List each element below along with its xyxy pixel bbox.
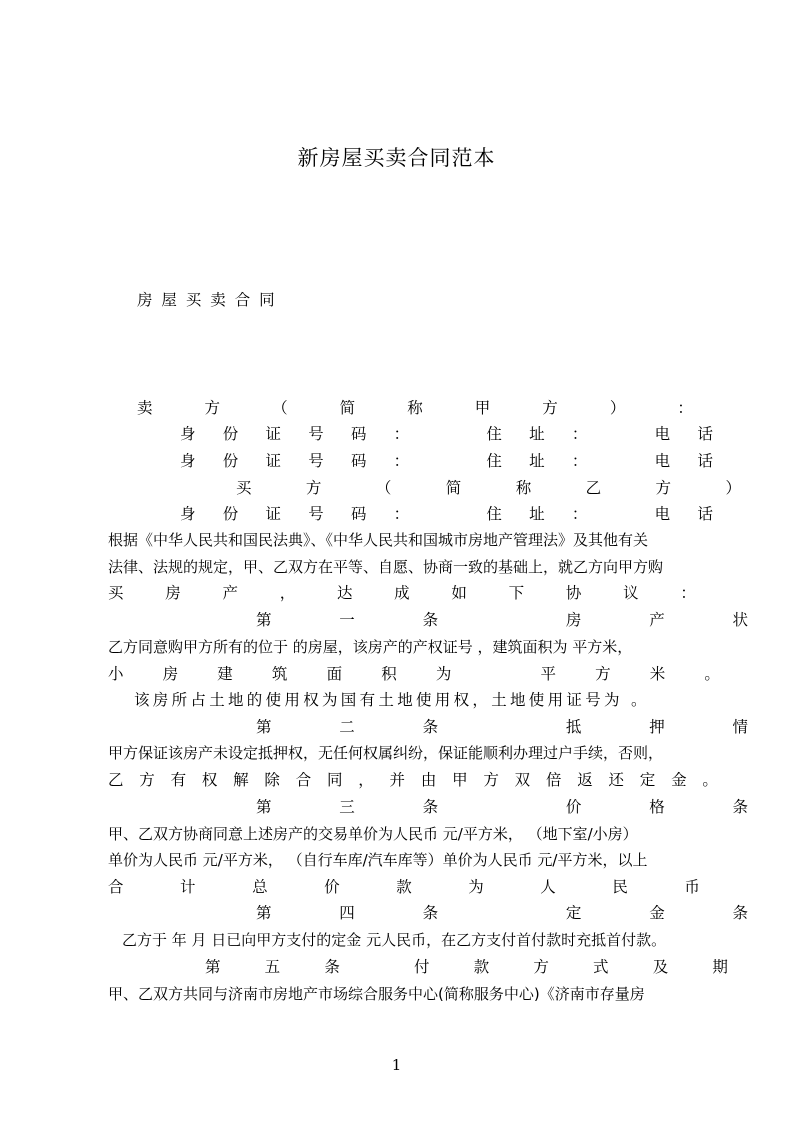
heading-token: 第	[256, 611, 272, 629]
id-line-token: 份	[222, 505, 239, 523]
id-line-token: 址	[529, 425, 545, 443]
heading-token: 条	[422, 718, 439, 736]
id-line-token: ：	[393, 452, 410, 470]
article-1-line-1: 乙方同意购甲方所有的位于 的房屋，该房产的产权证号 ，建筑面积为 平方米，	[108, 638, 633, 656]
id-line-token: 身	[180, 425, 196, 443]
heading-token: 五	[264, 958, 281, 976]
heading-token: 条	[422, 611, 439, 629]
basis-token: ：	[680, 584, 696, 602]
article-3-heading	[256, 797, 748, 817]
article-token: 金	[671, 771, 687, 789]
id-line-token: 话	[697, 505, 713, 523]
seller-line	[137, 398, 693, 418]
heading-token: 价	[565, 798, 582, 816]
article-1-heading	[256, 610, 748, 630]
article-token: 乙	[108, 771, 124, 789]
article-token: 为	[468, 878, 484, 896]
id-line-token: 证	[265, 505, 281, 523]
buyer-line	[236, 478, 741, 498]
buyer-line-token: 乙	[585, 479, 602, 497]
article-2-heading	[256, 717, 748, 737]
article-token: 甲	[452, 771, 468, 789]
article-token: 价	[324, 878, 340, 896]
article-token: 并	[389, 771, 406, 789]
heading-token: 格	[649, 798, 665, 816]
id-line-token: 话	[697, 425, 713, 443]
heading-token: 条	[422, 798, 439, 816]
article-token: 双	[514, 771, 531, 789]
heading-token: 抵	[565, 718, 582, 736]
id-line-token: 证	[265, 452, 281, 470]
article-token: 平	[540, 665, 556, 683]
article-token: 解	[233, 771, 249, 789]
seller-line-token: （	[272, 399, 288, 417]
heading-token: 第	[256, 798, 272, 816]
document-title: 新房屋买卖合同范本	[297, 146, 496, 170]
heading-token: 条	[732, 904, 748, 922]
heading-token: 押	[649, 718, 665, 736]
article-token: 返	[577, 771, 593, 789]
heading-token: 款	[473, 958, 490, 976]
article-token: 有	[170, 771, 187, 789]
article-2-line-1: 甲方保证该房产未设定抵押权，无任何权属纠纷，保证能顺利办理过户手续，否则，	[108, 744, 664, 762]
article-token: 由	[420, 771, 437, 789]
heading-token: 方	[533, 958, 549, 976]
seller-line-token: 方	[542, 399, 558, 417]
contract-subtitle: 房 屋 买 卖 合 同	[137, 291, 277, 309]
article-token: 还	[608, 771, 625, 789]
article-5-line-1: 甲、乙双方共同与济南市房地产市场综合服务中心(简称服务中心)《济南市存量房	[108, 985, 645, 1003]
article-token: 计	[180, 878, 196, 896]
heading-token: 第	[256, 904, 272, 922]
heading-token: 定	[565, 904, 582, 922]
article-token: 合	[108, 878, 124, 896]
article-5-heading	[205, 957, 728, 977]
article-token: 方	[595, 665, 611, 683]
seller-line-token: ：	[677, 399, 693, 417]
heading-token: 条	[422, 904, 439, 922]
heading-token: 四	[339, 904, 355, 922]
article-token: 权	[201, 771, 218, 789]
seller-line-token: 简	[339, 399, 356, 417]
article-1-line-3: 该房所占土地的使用权为国有土地使用权，土地使用证号为 。	[134, 691, 650, 709]
seller-line-token: 甲	[474, 399, 491, 417]
article-token: 。	[702, 771, 718, 789]
article-3-line-3	[108, 877, 700, 897]
heading-token: 二	[339, 718, 355, 736]
basis-token: 议	[623, 584, 639, 602]
id-line-token: 身	[180, 452, 196, 470]
id-line-token: 址	[529, 505, 545, 523]
page-number: 1	[391, 1056, 402, 1074]
seller-line-token: 称	[407, 399, 423, 417]
article-token: 建	[217, 665, 233, 683]
heading-token: 情	[732, 718, 748, 736]
article-token: 房	[162, 665, 179, 683]
id-line-token: 份	[222, 425, 239, 443]
heading-token: 付	[414, 958, 430, 976]
id-line-token: 址	[529, 452, 545, 470]
article-token: 人	[540, 878, 556, 896]
basis-token: 成	[394, 584, 410, 602]
id-line-token: ：	[393, 425, 410, 443]
article-token: 合	[295, 771, 312, 789]
id-line-token: 电	[654, 505, 671, 523]
basis-token: 达	[336, 584, 353, 602]
heading-token: 一	[339, 611, 355, 629]
buyer-line-token: 简	[445, 479, 462, 497]
heading-token: 金	[649, 904, 665, 922]
basis-line-3	[108, 583, 696, 603]
buyer-line-token: （	[375, 479, 392, 497]
id-line-token: 码	[350, 452, 367, 470]
article-token: 为	[435, 665, 452, 683]
article-4-line-1: 乙方于 年 月 日已向甲方支付的定金 元人民币，在乙方支付首付款时充抵首付款。	[122, 931, 667, 949]
id-line-token: ：	[571, 505, 588, 523]
id-line-token: 号	[308, 452, 324, 470]
basis-token: 买	[108, 584, 124, 602]
article-1-line-2	[108, 664, 720, 684]
seller-line-token: ）	[609, 399, 626, 417]
buyer-id-line	[180, 504, 713, 524]
id-line-token: 码	[350, 425, 367, 443]
seller-id-line-2	[180, 451, 713, 471]
article-token: 币	[684, 878, 700, 896]
id-line-token: 电	[654, 452, 671, 470]
buyer-line-token: 方	[655, 479, 672, 497]
article-3-line-1: 甲、乙双方协商同意上述房产的交易单价为人民币 元/平方米， （地下室/小房）	[108, 825, 638, 843]
article-token: ，	[358, 771, 374, 789]
heading-token: 房	[565, 611, 582, 629]
article-token: 除	[264, 771, 280, 789]
seller-line-token: 卖	[137, 399, 153, 417]
article-token: 小	[108, 665, 124, 683]
heading-token: 期	[712, 958, 728, 976]
buyer-line-token: 买	[236, 479, 252, 497]
article-token: 筑	[271, 665, 288, 683]
basis-line-2: 法律、法规的规定，甲、乙双方在平等、自愿、协商一致的基础上，就乙方向甲方购	[108, 558, 664, 576]
id-line-token: ：	[393, 505, 410, 523]
basis-token: 下	[508, 584, 525, 602]
basis-token: 协	[565, 584, 582, 602]
buyer-line-token: 称	[515, 479, 532, 497]
id-line-token: ：	[571, 425, 588, 443]
heading-token: 三	[339, 798, 355, 816]
basis-token: ，	[279, 584, 296, 602]
id-line-token: 住	[486, 505, 502, 523]
seller-line-token: 方	[204, 399, 221, 417]
heading-token: 状	[732, 611, 748, 629]
article-token: 同	[326, 771, 343, 789]
id-line-token: 住	[486, 452, 502, 470]
heading-token: 第	[256, 718, 272, 736]
article-token: 方	[139, 771, 155, 789]
id-line-token: ：	[571, 452, 588, 470]
basis-token: 产	[222, 584, 238, 602]
article-4-heading	[256, 903, 748, 923]
id-line-token: 住	[486, 425, 502, 443]
article-token: 定	[639, 771, 656, 789]
article-token: 倍	[545, 771, 562, 789]
article-token: 。	[704, 665, 720, 683]
seller-id-line-1	[180, 424, 713, 444]
buyer-line-token: ）	[725, 479, 741, 497]
id-line-token: 证	[265, 425, 281, 443]
heading-token: 条	[324, 958, 340, 976]
heading-token: 第	[205, 958, 221, 976]
buyer-line-token: 方	[305, 479, 322, 497]
id-line-token: 号	[308, 425, 324, 443]
id-line-token: 份	[222, 452, 239, 470]
article-token: 民	[612, 878, 628, 896]
basis-token: 房	[165, 584, 181, 602]
heading-token: 条	[732, 798, 748, 816]
id-line-token: 码	[350, 505, 367, 523]
article-token: 积	[381, 665, 397, 683]
id-line-token: 话	[697, 452, 713, 470]
article-2-line-2	[108, 770, 718, 790]
basis-token: 如	[451, 584, 467, 602]
basis-line-1: 根据《中华人民共和国民法典》、《中华人民共和国城市房地产管理法》及其他有关	[108, 531, 649, 549]
id-line-token: 电	[654, 425, 671, 443]
article-3-line-2: 单价为人民币 元/平方米， （自行车库/汽车库等）单价为人民币 元/平方米，以上	[108, 851, 648, 869]
article-token: 总	[252, 878, 268, 896]
id-line-token: 身	[180, 505, 196, 523]
heading-token: 式	[593, 958, 609, 976]
heading-token: 及	[652, 958, 669, 976]
article-token: 面	[326, 665, 343, 683]
article-token: 款	[396, 878, 412, 896]
article-token: 米	[649, 665, 666, 683]
article-token: 方	[483, 771, 499, 789]
heading-token: 产	[649, 611, 665, 629]
id-line-token: 号	[308, 505, 324, 523]
